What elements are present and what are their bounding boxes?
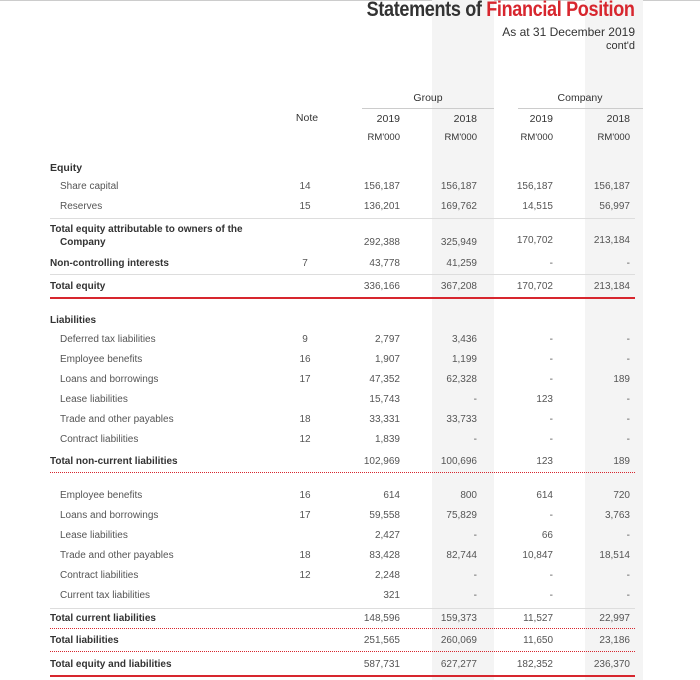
cell-group-2019: 1,907 bbox=[374, 354, 400, 365]
cell-group-2019: 2,248 bbox=[374, 570, 400, 581]
table-row bbox=[50, 590, 635, 604]
row-note: 16 bbox=[299, 354, 311, 365]
cell-company-2019: - bbox=[549, 434, 553, 445]
cell-company-2019: - bbox=[549, 590, 553, 601]
row-label: Total equity and liabilities bbox=[50, 659, 172, 670]
total-divider bbox=[50, 675, 635, 677]
cell-company-2018: - bbox=[626, 434, 630, 445]
cell-group-2019: 614 bbox=[383, 490, 400, 501]
table-row bbox=[50, 510, 635, 524]
cell-group-2018: 156,187 bbox=[440, 181, 477, 192]
cell-group-2019: 43,778 bbox=[369, 258, 400, 269]
unit-header-4: RM'000 bbox=[597, 132, 630, 143]
cell-company-2018: - bbox=[626, 394, 630, 405]
cell-group-2018: 1,199 bbox=[451, 354, 477, 365]
cell-company-2018: - bbox=[626, 570, 630, 581]
company-header: Company bbox=[557, 92, 603, 104]
total-divider bbox=[50, 297, 635, 299]
cell-group-2018: 100,696 bbox=[440, 456, 477, 467]
total-row bbox=[50, 281, 635, 295]
total-row bbox=[50, 659, 635, 673]
cell-company-2018: 720 bbox=[613, 490, 630, 501]
cell-group-2019: 1,839 bbox=[374, 434, 400, 445]
cell-group-2019: 336,166 bbox=[363, 281, 400, 292]
cell-company-2018: 156,187 bbox=[593, 181, 630, 192]
row-divider bbox=[50, 608, 635, 609]
row-label: Lease liabilities bbox=[60, 530, 128, 541]
cell-company-2019: - bbox=[549, 414, 553, 425]
row-label: Total current liabilities bbox=[50, 613, 156, 624]
cell-group-2018: 62,328 bbox=[446, 374, 477, 385]
row-note: 17 bbox=[299, 374, 311, 385]
cell-group-2019: 102,969 bbox=[363, 456, 400, 467]
group-header-line bbox=[362, 108, 494, 109]
row-label: Lease liabilities bbox=[60, 394, 128, 405]
liabilities-heading: Liabilities bbox=[50, 315, 97, 326]
cell-group-2018: 41,259 bbox=[446, 258, 477, 269]
cell-group-2018: 325,949 bbox=[440, 237, 477, 248]
cell-group-2019: 251,565 bbox=[363, 635, 400, 646]
total-row bbox=[50, 456, 635, 470]
cell-group-2019: 587,731 bbox=[363, 659, 400, 670]
row-note: 7 bbox=[302, 258, 308, 269]
table-row bbox=[50, 181, 635, 195]
year-header-1: 2019 bbox=[376, 113, 400, 125]
row-note: 14 bbox=[299, 181, 311, 192]
row-label: Employee benefits bbox=[60, 490, 143, 501]
cell-group-2019: 292,388 bbox=[363, 237, 400, 248]
table-row bbox=[50, 354, 635, 368]
row-label: Total non-current liabilities bbox=[50, 456, 178, 467]
year-header-4: 2018 bbox=[606, 113, 630, 125]
page-title bbox=[367, 0, 635, 22]
total-row bbox=[50, 613, 635, 627]
cell-group-2018: - bbox=[473, 434, 477, 445]
row-note: 18 bbox=[299, 550, 311, 561]
table-row bbox=[50, 334, 635, 348]
row-note: 17 bbox=[299, 510, 311, 521]
table-row bbox=[50, 258, 635, 272]
cell-company-2018: - bbox=[626, 590, 630, 601]
cell-group-2019: 136,201 bbox=[363, 201, 400, 212]
table-row bbox=[50, 374, 635, 388]
cell-company-2018: - bbox=[626, 258, 630, 269]
cell-group-2019: 2,797 bbox=[374, 334, 400, 345]
row-label: Share capital bbox=[60, 181, 119, 192]
cell-group-2018: - bbox=[473, 570, 477, 581]
table-row bbox=[50, 550, 635, 564]
row-note: 16 bbox=[299, 490, 311, 501]
cell-company-2018: 22,997 bbox=[599, 613, 630, 624]
cell-group-2018: 367,208 bbox=[440, 281, 477, 292]
cell-company-2019: 11,650 bbox=[523, 635, 553, 646]
table-row bbox=[50, 530, 635, 544]
cell-company-2018: 189 bbox=[613, 456, 630, 467]
cell-company-2019: 156,187 bbox=[516, 181, 553, 192]
continued-label: cont'd bbox=[605, 40, 635, 52]
cell-group-2019: 59,558 bbox=[369, 510, 400, 521]
title-part-2: Financial Position bbox=[486, 0, 635, 21]
table-row bbox=[50, 570, 635, 584]
cell-group-2018: - bbox=[473, 394, 477, 405]
cell-company-2018: - bbox=[626, 414, 630, 425]
cell-group-2019: 33,331 bbox=[369, 414, 400, 425]
cell-company-2018: - bbox=[626, 530, 630, 541]
row-note: 18 bbox=[299, 414, 311, 425]
cell-company-2019: 170,702 bbox=[516, 235, 553, 246]
page-subtitle: As at 31 December 2019 bbox=[502, 25, 635, 39]
row-note: 15 bbox=[299, 201, 311, 212]
cell-group-2019: 83,428 bbox=[369, 550, 400, 561]
cell-company-2019: 11,527 bbox=[523, 613, 553, 624]
cell-company-2018: 3,763 bbox=[604, 510, 630, 521]
cell-company-2019: 170,702 bbox=[516, 281, 553, 292]
cell-group-2019: 148,596 bbox=[363, 613, 400, 624]
table-row bbox=[50, 224, 635, 252]
title-part-1: Statements of bbox=[367, 0, 487, 21]
total-row bbox=[50, 635, 635, 649]
cell-company-2018: - bbox=[626, 334, 630, 345]
table-row bbox=[50, 434, 635, 448]
cell-company-2019: - bbox=[549, 374, 553, 385]
row-label: Contract liabilities bbox=[60, 434, 139, 445]
cell-company-2018: 23,186 bbox=[599, 635, 630, 646]
row-label: Loans and borrowings bbox=[60, 510, 159, 521]
cell-company-2018: 189 bbox=[613, 374, 630, 385]
total-divider bbox=[50, 472, 635, 473]
total-divider bbox=[50, 651, 635, 652]
cell-group-2018: - bbox=[473, 590, 477, 601]
row-label: Contract liabilities bbox=[60, 570, 139, 581]
cell-company-2019: 123 bbox=[536, 394, 553, 405]
row-label: Non-controlling interests bbox=[50, 258, 169, 269]
table-row bbox=[50, 414, 635, 428]
row-note: 9 bbox=[302, 334, 308, 345]
cell-group-2019: 2,427 bbox=[374, 530, 400, 541]
unit-header-1: RM'000 bbox=[367, 132, 400, 143]
cell-group-2019: 321 bbox=[383, 590, 400, 601]
cell-group-2018: 800 bbox=[460, 490, 477, 501]
cell-company-2018: 213,184 bbox=[593, 235, 630, 246]
table-row bbox=[50, 201, 635, 215]
cell-company-2019: 10,847 bbox=[522, 550, 553, 561]
cell-group-2018: 260,069 bbox=[440, 635, 477, 646]
year-header-2: 2018 bbox=[453, 113, 477, 125]
row-label: Total liabilities bbox=[50, 635, 119, 646]
year-header-3: 2019 bbox=[529, 113, 553, 125]
row-label: Current tax liabilities bbox=[60, 590, 151, 601]
row-label-line-2: Company bbox=[60, 237, 106, 248]
row-label: Total equity attributable to owners of the bbox=[50, 224, 243, 235]
cell-company-2019: 614 bbox=[536, 490, 553, 501]
row-label: Employee benefits bbox=[60, 354, 143, 365]
unit-header-3: RM'000 bbox=[520, 132, 553, 143]
cell-company-2019: - bbox=[549, 334, 553, 345]
unit-header-2: RM'000 bbox=[444, 132, 477, 143]
row-note: 12 bbox=[299, 570, 311, 581]
cell-group-2018: - bbox=[473, 530, 477, 541]
cell-company-2018: 213,184 bbox=[593, 281, 630, 292]
cell-group-2018: 82,744 bbox=[446, 550, 477, 561]
cell-company-2019: - bbox=[549, 510, 553, 521]
row-label: Loans and borrowings bbox=[60, 374, 159, 385]
row-label: Trade and other payables bbox=[60, 550, 174, 561]
row-label: Reserves bbox=[60, 201, 103, 212]
cell-company-2019: 182,352 bbox=[516, 659, 553, 670]
cell-company-2018: 236,370 bbox=[593, 659, 630, 670]
cell-company-2019: 123 bbox=[536, 456, 553, 467]
cell-company-2019: - bbox=[549, 354, 553, 365]
row-label: Deferred tax liabilities bbox=[60, 334, 156, 345]
company-header-line bbox=[518, 108, 643, 109]
row-divider bbox=[50, 218, 635, 219]
cell-company-2019: 14,515 bbox=[522, 201, 553, 212]
cell-group-2018: 33,733 bbox=[446, 414, 477, 425]
row-label: Total equity bbox=[50, 281, 106, 292]
cell-company-2018: 56,997 bbox=[599, 201, 630, 212]
row-note: 12 bbox=[299, 434, 311, 445]
row-divider bbox=[50, 274, 635, 275]
table-row bbox=[50, 394, 635, 408]
cell-company-2018: - bbox=[626, 354, 630, 365]
cell-group-2018: 627,277 bbox=[440, 659, 477, 670]
cell-group-2018: 169,762 bbox=[440, 201, 477, 212]
group-header: Group bbox=[413, 92, 443, 104]
cell-group-2018: 3,436 bbox=[451, 334, 477, 345]
cell-group-2019: 156,187 bbox=[363, 181, 400, 192]
cell-company-2018: 18,514 bbox=[599, 550, 630, 561]
table-row bbox=[50, 490, 635, 504]
cell-company-2019: 66 bbox=[541, 530, 553, 541]
cell-group-2019: 15,743 bbox=[369, 394, 400, 405]
cell-group-2019: 47,352 bbox=[369, 374, 400, 385]
total-divider bbox=[50, 628, 635, 629]
cell-group-2018: 75,829 bbox=[446, 510, 477, 521]
cell-company-2019: - bbox=[549, 570, 553, 581]
row-label: Trade and other payables bbox=[60, 414, 174, 425]
cell-group-2018: 159,373 bbox=[440, 613, 477, 624]
equity-heading: Equity bbox=[50, 162, 83, 174]
cell-company-2019: - bbox=[549, 258, 553, 269]
note-header: Note bbox=[295, 112, 319, 124]
